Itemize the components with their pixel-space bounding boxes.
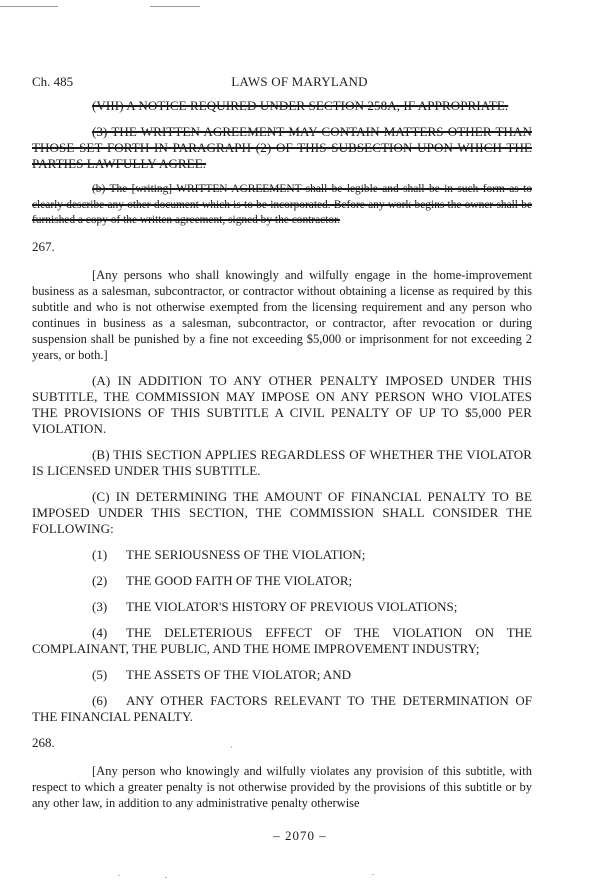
page-body	[32, 98, 532, 821]
list-item-number: (5)	[92, 666, 108, 682]
scan-edge-line	[0, 6, 58, 7]
list-item-number: (4)	[92, 624, 108, 640]
list-item-number: (6)	[92, 692, 108, 708]
list-item	[32, 625, 532, 657]
section-number-267: 267.	[32, 238, 55, 254]
list-item-text: THE SERIOUSNESS OF THE VIOLATION;	[126, 546, 366, 562]
struck-paragraph-3: (3) THE WRITTEN AGREEMENT MAY CONTAIN MATTERS OTHER THAN THOSE SET FORTH IN PARAGRAPH (2) OF THIS SUBSECTION UPON WHICH THE PARTIES LAWFULLY AGREE.	[32, 124, 532, 171]
list-item	[32, 547, 532, 563]
section-268-bracketed-paragraph: [Any person who knowingly and wilfully violates any provision of this subtitle, with respect to which a greater penalty is not otherwise provided by the provisions of this subtitle or by any other law, in addition to any administrative penalty otherwise	[32, 763, 532, 810]
section-number-268: 268.	[32, 734, 55, 750]
chapter-number: Ch. 485	[32, 74, 74, 89]
scan-artifact	[231, 746, 232, 748]
publication-title: LAWS OF MARYLAND	[231, 74, 368, 89]
list-item	[32, 573, 532, 589]
scan-edge-line	[150, 6, 200, 7]
list-item-text: ANY OTHER FACTORS RELEVANT TO THE DETERMINATION OF THE FINANCIAL PENALTY.	[32, 692, 532, 724]
page-header	[32, 74, 567, 90]
list-item	[32, 599, 532, 615]
section-267-subsection-c: (C) IN DETERMINING THE AMOUNT OF FINANCIAL PENALTY TO BE IMPOSED UNDER THIS SECTION, THE COMMISSION SHALL CONSIDER THE FOLLOWING:	[32, 488, 532, 536]
scan-artifact	[118, 875, 120, 876]
struck-paragraph-viii: (VIII) A NOTICE REQUIRED UNDER SECTION 258A, IF APPROPRIATE.	[92, 98, 509, 113]
scan-artifact	[165, 877, 167, 878]
section-267-bracketed-paragraph: [Any persons who shall knowingly and wilfully engage in the home-improvement business as a salesman, subcontractor, or contractor without obtaining a license as required by this subtitle and who is not otherwise exempted from the licensing requirement and any person who continues in business as a salesman, subcontractor, or contractor, after revocation or during suspension shall be punished by a fine not exceeding $5,000 or imprisonment for not exceeding 2 years, or both.]	[32, 267, 532, 362]
page-number: – 2070 –	[273, 828, 327, 843]
struck-paragraph-b: (b) The [writing] WRITTEN AGREEMENT shall be legible and shall be in such form as to clearly describe any other document which is to be incorporated. Before any work begins the owner shall be furnished a copy of the written agreement, signed by the contractor.	[32, 183, 532, 226]
list-item-text: THE GOOD FAITH OF THE VIOLATOR;	[126, 572, 353, 588]
list-item-number: (3)	[92, 598, 108, 614]
section-267-subsection-b: (B) THIS SECTION APPLIES REGARDLESS OF WHETHER THE VIOLATOR IS LICENSED UNDER THIS SUBTITLE.	[32, 446, 532, 478]
list-item-text: THE VIOLATOR'S HISTORY OF PREVIOUS VIOLATIONS;	[126, 598, 458, 614]
list-item	[32, 667, 532, 683]
list-item-number: (2)	[92, 572, 108, 588]
section-267-subsection-a: (A) IN ADDITION TO ANY OTHER PENALTY IMPOSED UNDER THIS SUBTITLE, THE COMMISSION MAY IMPOSE ON ANY PERSON WHO VIOLATES THE PROVISIONS OF THIS SUBTITLE A CIVIL PENALTY OF UP TO $5,000 PER VIOLATION.	[32, 372, 532, 436]
scan-artifact	[372, 874, 374, 875]
list-item	[32, 693, 532, 725]
list-item-text: THE ASSETS OF THE VIOLATOR; AND	[126, 666, 351, 682]
list-item-text: THE DELETERIOUS EFFECT OF THE VIOLATION ON THE COMPLAINANT, THE PUBLIC, AND THE HOME IMPROVEMENT INDUSTRY;	[32, 624, 532, 656]
list-item-number: (1)	[92, 546, 108, 562]
